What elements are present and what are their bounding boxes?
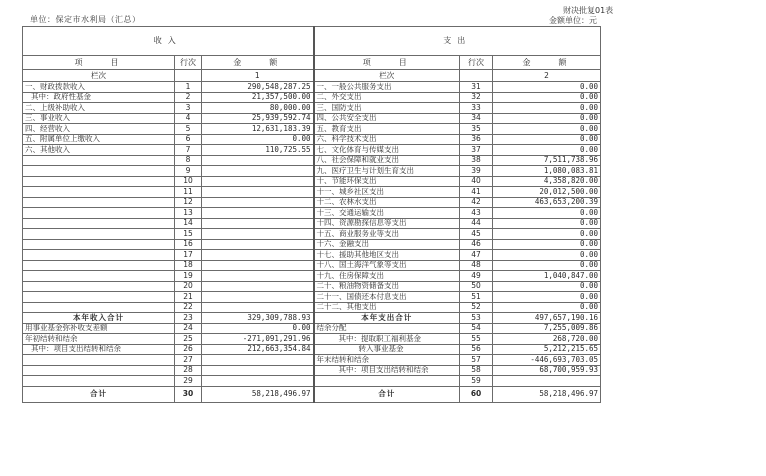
expense-column-number: 2: [493, 70, 601, 82]
income-amount: [202, 376, 314, 387]
table-row: [23, 155, 601, 166]
income-amount: [202, 239, 314, 250]
income-item-label: [23, 239, 175, 250]
income-line-number: 21: [175, 292, 202, 303]
expense-item-label: 八、社会保障和就业支出: [314, 155, 460, 166]
expense-line-number: 56: [460, 344, 493, 355]
table-row: [23, 145, 601, 156]
income-line-number: 27: [175, 355, 202, 366]
income-line-number: 10: [175, 176, 202, 187]
income-amount: 110,725.55: [202, 145, 314, 156]
expense-amount: 20,012,500.00: [493, 187, 601, 198]
expense-amount: 5,212,215.65: [493, 344, 601, 355]
income-item-label: [23, 218, 175, 229]
income-amount: 290,548,287.25: [202, 82, 314, 93]
expense-line-number: 58: [460, 365, 493, 376]
expense-amount: 0.00: [493, 281, 601, 292]
expense-line-blank: [460, 70, 493, 82]
income-line-number: 3: [175, 103, 202, 114]
table-row: [23, 176, 601, 187]
expense-line-number: 53: [460, 313, 493, 324]
expense-total-line: 60: [460, 386, 493, 402]
expense-item-label: 四、公共安全支出: [314, 113, 460, 124]
expense-amount: [493, 376, 601, 387]
income-line-number: 12: [175, 197, 202, 208]
table-row: [23, 166, 601, 177]
income-item-label: 五、附属单位上缴收入: [23, 134, 175, 145]
income-line-number: 28: [175, 365, 202, 376]
income-line-number: 13: [175, 208, 202, 219]
expense-line-number: 46: [460, 239, 493, 250]
expense-item-label: 其中：项目支出结转和结余: [314, 365, 460, 376]
income-amount: [202, 208, 314, 219]
income-line-number: 16: [175, 239, 202, 250]
income-column-number: 1: [202, 70, 314, 82]
table-row: [23, 376, 601, 387]
expense-amount-header: 金 额: [493, 56, 601, 70]
income-amount: [202, 271, 314, 282]
income-line-number: 4: [175, 113, 202, 124]
expense-amount: 0.00: [493, 82, 601, 93]
table-row: [23, 124, 601, 135]
income-amount: [202, 281, 314, 292]
income-line-number: 7: [175, 145, 202, 156]
expense-item-label: 一、一般公共服务支出: [314, 82, 460, 93]
table-row-total: [23, 386, 601, 402]
income-line-number: 25: [175, 334, 202, 345]
expense-line-number: 35: [460, 124, 493, 135]
income-item-label: 四、经营收入: [23, 124, 175, 135]
income-line-blank: [175, 70, 202, 82]
expense-amount: 0.00: [493, 260, 601, 271]
expense-line-number: 47: [460, 250, 493, 261]
income-item-label: [23, 197, 175, 208]
expense-item-label: 九、医疗卫生与计划生育支出: [314, 166, 460, 177]
expense-line-number: 33: [460, 103, 493, 114]
table-row: [23, 197, 601, 208]
expense-amount: 7,511,738.96: [493, 155, 601, 166]
income-amount: [202, 187, 314, 198]
table-row: [23, 208, 601, 219]
expense-amount: 1,080,083.81: [493, 166, 601, 177]
income-amount: [202, 355, 314, 366]
income-amount: 212,663,354.84: [202, 344, 314, 355]
table-row: [23, 134, 601, 145]
table-row: [23, 92, 601, 103]
expense-section-header: 支出: [314, 27, 601, 56]
income-amount: 25,939,592.74: [202, 113, 314, 124]
expense-line-number: 49: [460, 271, 493, 282]
income-amount: 329,309,788.93: [202, 313, 314, 324]
income-amount: [202, 365, 314, 376]
expense-line-number: 52: [460, 302, 493, 313]
expense-amount: 0.00: [493, 239, 601, 250]
expense-line-number: 51: [460, 292, 493, 303]
expense-amount: 0.00: [493, 302, 601, 313]
income-amount: [202, 260, 314, 271]
income-amount: 80,000.00: [202, 103, 314, 114]
expense-line-number: 48: [460, 260, 493, 271]
expense-amount: 0.00: [493, 134, 601, 145]
expense-line-header: 行次: [460, 56, 493, 70]
expense-item-label: 十七、援助其他地区支出: [314, 250, 460, 261]
expense-item-label: 十五、商业服务业等支出: [314, 229, 460, 240]
table-row: [23, 260, 601, 271]
expense-item-label: 转入事业基金: [314, 344, 460, 355]
expense-total-label: 合计: [314, 386, 460, 402]
table-row: [23, 250, 601, 261]
expense-amount: 0.00: [493, 292, 601, 303]
income-line-number: 5: [175, 124, 202, 135]
income-amount: [202, 302, 314, 313]
income-amount: 0.00: [202, 323, 314, 334]
income-item-label: [23, 292, 175, 303]
income-item-label: 年初结转和结余: [23, 334, 175, 345]
expense-item-label: [314, 376, 460, 387]
expense-amount: -446,693,703.05: [493, 355, 601, 366]
expense-line-number: 45: [460, 229, 493, 240]
table-row: [23, 103, 601, 114]
income-section-header: 收入: [23, 27, 314, 56]
income-amount: [202, 155, 314, 166]
income-line-number: 24: [175, 323, 202, 334]
income-amount: 12,631,183.39: [202, 124, 314, 135]
expense-amount: 0.00: [493, 92, 601, 103]
income-item-label: [23, 229, 175, 240]
income-item-label: [23, 302, 175, 313]
income-line-number: 23: [175, 313, 202, 324]
income-amount: -271,091,291.96: [202, 334, 314, 345]
income-item-label: [23, 355, 175, 366]
income-line-number: 6: [175, 134, 202, 145]
expense-amount: 463,653,200.39: [493, 197, 601, 208]
income-line-number: 17: [175, 250, 202, 261]
income-item-label: 六、其他收入: [23, 145, 175, 156]
expense-amount: 0.00: [493, 113, 601, 124]
table-row: [23, 271, 601, 282]
expense-line-number: 36: [460, 134, 493, 145]
expense-line-number: 31: [460, 82, 493, 93]
table-row: [23, 292, 601, 303]
expense-item-label: 结余分配: [314, 323, 460, 334]
income-item-label: [23, 208, 175, 219]
income-item-label: [23, 376, 175, 387]
table-row: [23, 218, 601, 229]
table-row: [23, 313, 601, 324]
income-line-header: 行次: [175, 56, 202, 70]
expense-line-number: 39: [460, 166, 493, 177]
income-amount: [202, 166, 314, 177]
expense-item-label: 五、教育支出: [314, 124, 460, 135]
expense-line-number: 57: [460, 355, 493, 366]
expense-item-label: 十四、资源勘探信息等支出: [314, 218, 460, 229]
expense-amount: 0.00: [493, 145, 601, 156]
expense-line-number: 40: [460, 176, 493, 187]
income-item-label: 三、事业收入: [23, 113, 175, 124]
expense-line-number: 38: [460, 155, 493, 166]
expense-line-number: 43: [460, 208, 493, 219]
income-line-number: 18: [175, 260, 202, 271]
income-line-number: 29: [175, 376, 202, 387]
income-line-number: 19: [175, 271, 202, 282]
expense-line-number: 34: [460, 113, 493, 124]
income-amount: [202, 197, 314, 208]
table-row: [23, 334, 601, 345]
expense-item-label: 六、科学技术支出: [314, 134, 460, 145]
income-amount-header: 金 额: [202, 56, 314, 70]
expense-item-label: 十六、金融支出: [314, 239, 460, 250]
table-row: [23, 344, 601, 355]
income-item-label: [23, 365, 175, 376]
expense-amount: 7,255,009.86: [493, 323, 601, 334]
table-row: [23, 113, 601, 124]
income-amount: [202, 218, 314, 229]
expense-amount: 0.00: [493, 229, 601, 240]
expense-item-label: 年末结转和结余: [314, 355, 460, 366]
table-row: [23, 365, 601, 376]
income-item-label: [23, 250, 175, 261]
expense-line-number: 42: [460, 197, 493, 208]
expense-amount: 0.00: [493, 250, 601, 261]
income-item-label: 本年收入合计: [23, 313, 175, 324]
expense-line-number: 37: [460, 145, 493, 156]
table-row: [23, 187, 601, 198]
income-item-label: [23, 155, 175, 166]
expense-item-label: 十二、农林水支出: [314, 197, 460, 208]
income-line-number: 22: [175, 302, 202, 313]
expense-line-number: 54: [460, 323, 493, 334]
expense-item-label: 十九、住房保障支出: [314, 271, 460, 282]
table-row: [23, 82, 601, 93]
expense-item-label: 二十二、其他支出: [314, 302, 460, 313]
form-code: 财决批复01表: [563, 6, 614, 15]
income-amount: [202, 176, 314, 187]
expense-item-label: 十八、国土海洋气象等支出: [314, 260, 460, 271]
expense-amount: 497,657,190.16: [493, 313, 601, 324]
expense-amount: 268,720.00: [493, 334, 601, 345]
income-amount: 21,357,500.00: [202, 92, 314, 103]
expense-item-label: 其中：提取职工福利基金: [314, 334, 460, 345]
table-row: [23, 323, 601, 334]
expense-item-label: 二十一、国债还本付息支出: [314, 292, 460, 303]
expense-item-label: 十、节能环保支出: [314, 176, 460, 187]
unit-label: 单位：保定市水利局（汇总）: [30, 15, 141, 24]
table-row: [23, 281, 601, 292]
expense-item-label: 三、国防支出: [314, 103, 460, 114]
income-column-index-label: 栏次: [23, 70, 175, 82]
expense-amount: 1,040,847.00: [493, 271, 601, 282]
expense-item-header: 项 目: [314, 56, 460, 70]
income-item-label: 一、财政拨款收入: [23, 82, 175, 93]
income-item-label: [23, 271, 175, 282]
amount-unit-label: 金额单位：元: [549, 16, 597, 25]
expense-item-label: 七、文化体育与传媒支出: [314, 145, 460, 156]
income-item-label: [23, 187, 175, 198]
expense-line-number: 44: [460, 218, 493, 229]
expense-amount: 0.00: [493, 124, 601, 135]
final-accounts-table: [22, 26, 601, 403]
table-row: [23, 229, 601, 240]
expense-amount: 0.00: [493, 103, 601, 114]
expense-item-label: 二、外交支出: [314, 92, 460, 103]
income-amount: [202, 292, 314, 303]
income-amount: [202, 250, 314, 261]
expense-line-number: 59: [460, 376, 493, 387]
income-amount: [202, 229, 314, 240]
income-item-label: [23, 166, 175, 177]
expense-total-amount: 58,218,496.97: [493, 386, 601, 402]
table-row: [23, 239, 601, 250]
expense-item-label: 十三、交通运输支出: [314, 208, 460, 219]
income-line-number: 1: [175, 82, 202, 93]
income-item-label: 用事业基金弥补收支差额: [23, 323, 175, 334]
income-line-number: 14: [175, 218, 202, 229]
expense-line-number: 41: [460, 187, 493, 198]
expense-column-index-label: 栏次: [314, 70, 460, 82]
expense-amount: 0.00: [493, 208, 601, 219]
income-line-number: 26: [175, 344, 202, 355]
income-total-label: 合计: [23, 386, 175, 402]
income-item-label: 其中：项目支出结转和结余: [23, 344, 175, 355]
income-item-label: 其中：政府性基金: [23, 92, 175, 103]
income-line-number: 8: [175, 155, 202, 166]
expense-line-number: 50: [460, 281, 493, 292]
expense-line-number: 32: [460, 92, 493, 103]
income-line-number: 15: [175, 229, 202, 240]
income-amount: 0.00: [202, 134, 314, 145]
income-item-label: [23, 176, 175, 187]
income-line-number: 20: [175, 281, 202, 292]
income-item-label: [23, 281, 175, 292]
expense-item-label: 二十、粮油物资储备支出: [314, 281, 460, 292]
expense-amount: 0.00: [493, 218, 601, 229]
expense-line-number: 55: [460, 334, 493, 345]
income-total-line: 30: [175, 386, 202, 402]
expense-amount: 4,358,820.00: [493, 176, 601, 187]
income-line-number: 2: [175, 92, 202, 103]
income-item-header: 项 目: [23, 56, 175, 70]
expense-item-label: 本年支出合计: [314, 313, 460, 324]
table-row: [23, 302, 601, 313]
expense-amount: 68,700,959.93: [493, 365, 601, 376]
income-line-number: 9: [175, 166, 202, 177]
income-line-number: 11: [175, 187, 202, 198]
income-item-label: 二、上级补助收入: [23, 103, 175, 114]
table-row: [23, 355, 601, 366]
income-item-label: [23, 260, 175, 271]
expense-item-label: 十一、城乡社区支出: [314, 187, 460, 198]
income-total-amount: 58,218,496.97: [202, 386, 314, 402]
